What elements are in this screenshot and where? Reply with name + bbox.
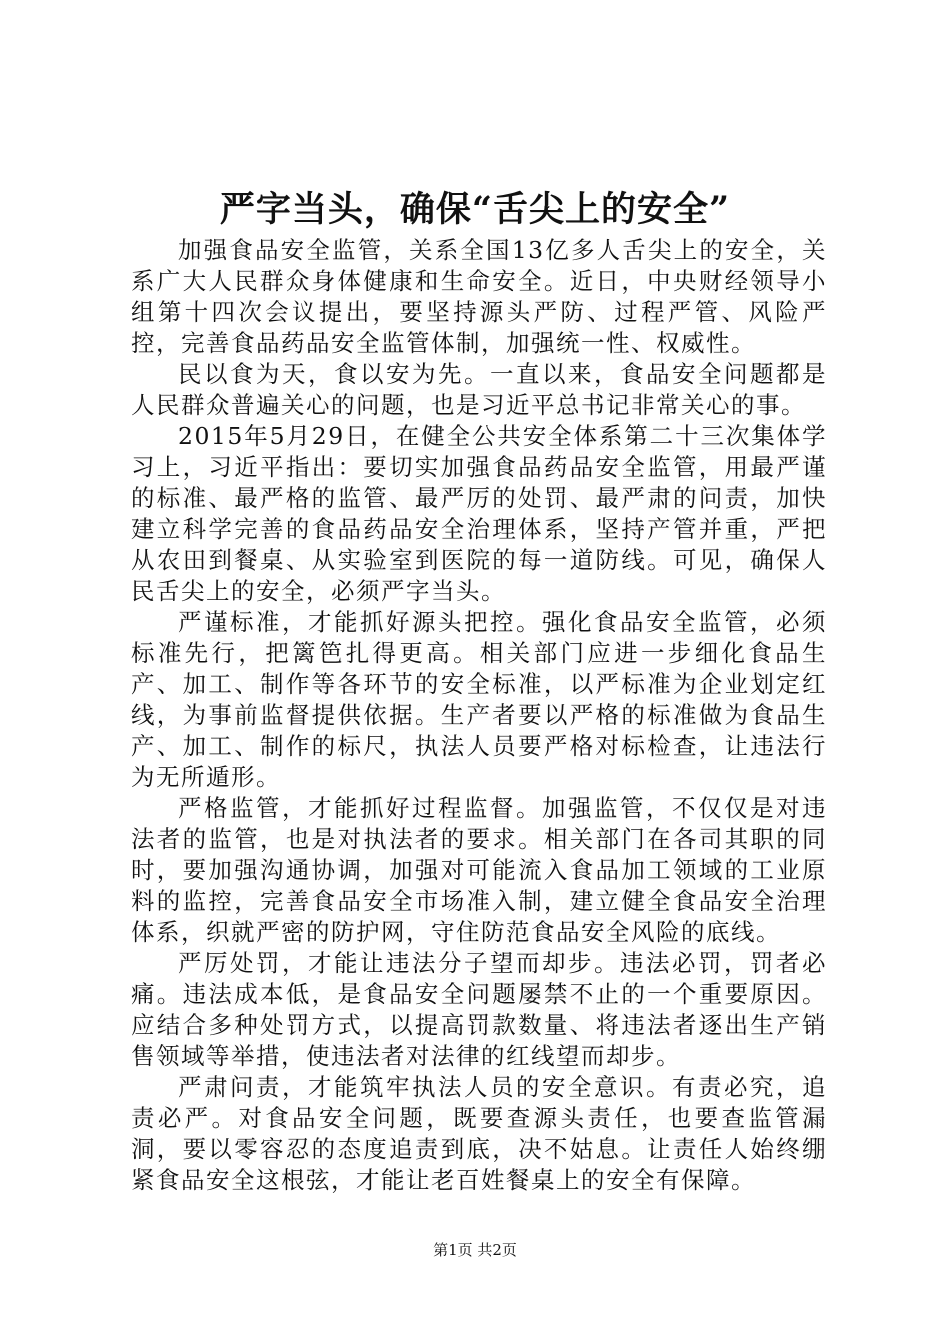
- paragraph: 严谨标准，才能抓好源头把控。强化食品安全监管，必须标准先行，把篱笆扎得更高。相关部门应进一步细化食品生产、加工、制作等各环节的安全标准，以严标准为企业划定红线，为事前监督提供依据。生产者要以严格的标准做为食品生产、加工、制作的标尺，执法人员要严格对标检查，让违法行为无所遁形。: [131, 608, 827, 791]
- paragraph: 加强食品安全监管，关系全国13亿多人舌尖上的安全，关系广大人民群众身体健康和生命安全。近日，中央财经领导小组第十四次会议提出，要坚持源头严防、过程严管、风险严控，完善食品药品安全监管体制，加强统一性、权威性。: [131, 236, 827, 357]
- paragraph: 严厉处罚，才能让违法分子望而却步。违法必罚，罚者必痛。违法成本低，是食品安全问题屡禁不止的一个重要原因。应结合多种处罚方式，以提高罚款数量、将违法者逐出生产销售领域等举措，使违法者对法律的红线望而却步。: [131, 949, 827, 1070]
- paragraph: 严格监管，才能抓好过程监督。加强监管，不仅仅是对违法者的监管，也是对执法者的要求。相关部门在各司其职的同时，要加强沟通协调，加强对可能流入食品加工领域的工业原料的监控，完善食品安全市场准入制，建立健全食品安全治理体系，织就严密的防护网，守住防范食品安全风险的底线。: [131, 794, 827, 946]
- paragraph: 严肃问责，才能筑牢执法人员的安全意识。有责必究，追责必严。对食品安全问题，既要查源头责任，也要查监管漏洞，要以零容忍的态度追责到底，决不姑息。让责任人始终绷紧食品安全这根弦，才能让老百姓餐桌上的安全有保障。: [131, 1073, 827, 1194]
- document-body: [131, 235, 827, 1196]
- document-title: 严字当头，确保“舌尖上的安全”: [219, 189, 731, 230]
- paragraph: 民以食为天，食以安为先。一直以来，食品安全问题都是人民群众普遍关心的问题，也是习近平总书记非常关心的事。: [131, 360, 827, 419]
- paragraph: 2015年5月29日，在健全公共安全体系第二十三次集体学习上，习近平指出：要切实加强食品药品安全监管，用最严谨的标准、最严格的监管、最严厉的处罚、最严肃的问责，加快建立科学完善的食品药品安全治理体系，坚持产管并重，严把从农田到餐桌、从实验室到医院的每一道防线。可见，确保人民舌尖上的安全，必须严字当头。: [131, 422, 827, 605]
- page-number-footer: 第1页 共2页: [433, 1241, 517, 1259]
